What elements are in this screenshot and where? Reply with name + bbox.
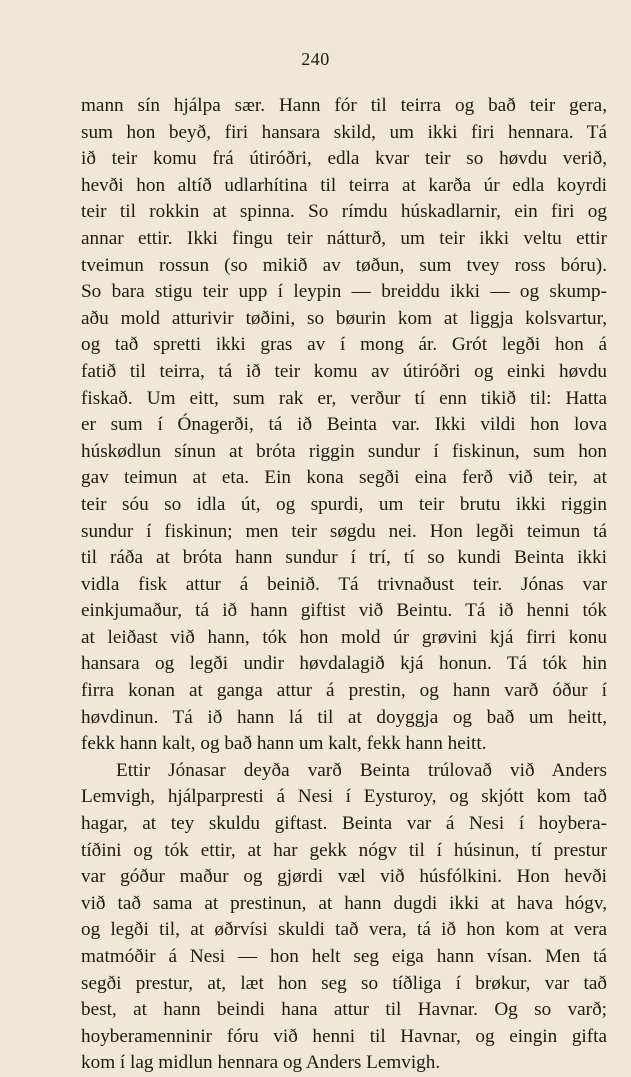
text-line: er sum í Ónagerði, tá ið Beinta var. Ikki vildi hon lova: [81, 414, 607, 436]
text-line: at leiðast við hann, tók hon mold úr grøvini kjá firri konu: [81, 626, 607, 648]
text-line: segði prestur, at, læt hon seg so tíðliga í brøkur, var tað: [81, 972, 607, 994]
text-line: hoyberamenninir fóru við henni til Havnar, og eingin gifta: [81, 1025, 607, 1047]
text-line: fiskað. Um eitt, sum rak er, verður tí enn tikið til: Hatta: [81, 387, 607, 409]
text-line: sundur í fiskinun; men teir søgdu nei. Hon legði teimun tá: [81, 520, 607, 542]
paragraph-end-line: fekk hann kalt, og bað hann um kalt, fekk hann heitt.: [81, 733, 487, 755]
text-line: til ráða at bróta hann sundur í trí, tí so kundi Beinta ikki: [81, 547, 607, 569]
text-line: húskødlun sínun at bróta riggin sundur í fiskinun, sum hon: [81, 440, 607, 462]
text-line: best, at hann beindi hana attur til Havnar. Og so varð;: [81, 999, 607, 1021]
text-line: teir til rokkin at spinna. So rímdu húskadlarnir, ein firi og: [81, 201, 607, 223]
text-line: So bara stigu teir upp í leypin — breiddu ikki — og skump-: [81, 281, 607, 303]
paragraph-end-line: kom í lag midlun hennara og Anders Lemvigh.: [81, 1052, 441, 1074]
text-line: ið teir komu frá útiróðri, edla kvar teir so høvdu verið,: [81, 148, 607, 170]
text-line: aðu mold atturivir tøðini, so bøurin kom at liggja kolsvartur,: [81, 307, 607, 329]
text-line: var góður maður og gjørdi væl við húsfólkini. Hon hevði: [81, 866, 607, 888]
text-line: einkjumaður, tá ið hann giftist við Beintu. Tá ið henni tók: [81, 600, 607, 622]
text-line: mann sín hjálpa sær. Hann fór til teirra og bað teir gera,: [81, 95, 607, 116]
text-line: hansara og legði undir høvdalagið kjá honun. Tá tók hin: [81, 653, 607, 675]
text-line: sum hon beyð, firi hansara skild, um ikki firi hennara. Tá: [81, 121, 607, 143]
text-line: fatið til teirra, tá ið teir komu av útiróðri og einki høvdu: [81, 360, 607, 382]
text-line: annar ettir. Ikki fingu teir nátturð, um teir ikki veltu ettir: [81, 227, 607, 249]
page-number: 240: [301, 49, 330, 69]
text-line: høvdinun. Tá ið hann lá til at doyggja og bað um heitt,: [81, 706, 607, 728]
text-line: firra konan at ganga attur á prestin, og hann varð óður í: [81, 680, 607, 702]
text-line: Lemvigh, hjálparpresti á Nesi í Eysturoy, og skjótt kom tað: [81, 786, 607, 808]
paragraph-start-line: Ettir Jónasar deyða varð Beinta trúlovað við Anders: [116, 759, 607, 781]
text-line: og tað spretti ikki gras av í mong ár. Grót legði hon á: [81, 334, 607, 356]
text-line: hagar, at tey skuldu giftast. Beinta var á Nesi í hoybera-: [81, 813, 607, 835]
text-line: tveimun rossun (so mikið av tøðun, sum tvey ross bóru).: [81, 254, 607, 276]
text-line: hevði hon altíð udlarhítina til teirra at karða úr edla koyrdi: [81, 174, 607, 196]
text-line: vidla fisk attur á beinið. Tá trivnaðust teir. Jónas var: [81, 573, 607, 595]
text-line: matmóðir á Nesi — hon helt seg eiga hann vísan. Men tá: [81, 946, 607, 967]
text-line: og legði til, at øðrvísi skuldi tað vera, tá ið hon kom at vera: [81, 919, 607, 941]
text-line: tíðini og tók ettir, at har gekk nógv til í húsinun, tí prestur: [81, 839, 607, 861]
text-line: við tað sama at prestinun, at hann dugdi ikki at hava hógv,: [81, 892, 607, 914]
body-text: [81, 93, 607, 1077]
text-line: gav teimun at eta. Ein kona segði eina ferð við teir, at: [81, 467, 607, 489]
text-line: teir sóu so idla út, og spurdi, um teir brutu ikki riggin: [81, 493, 607, 515]
